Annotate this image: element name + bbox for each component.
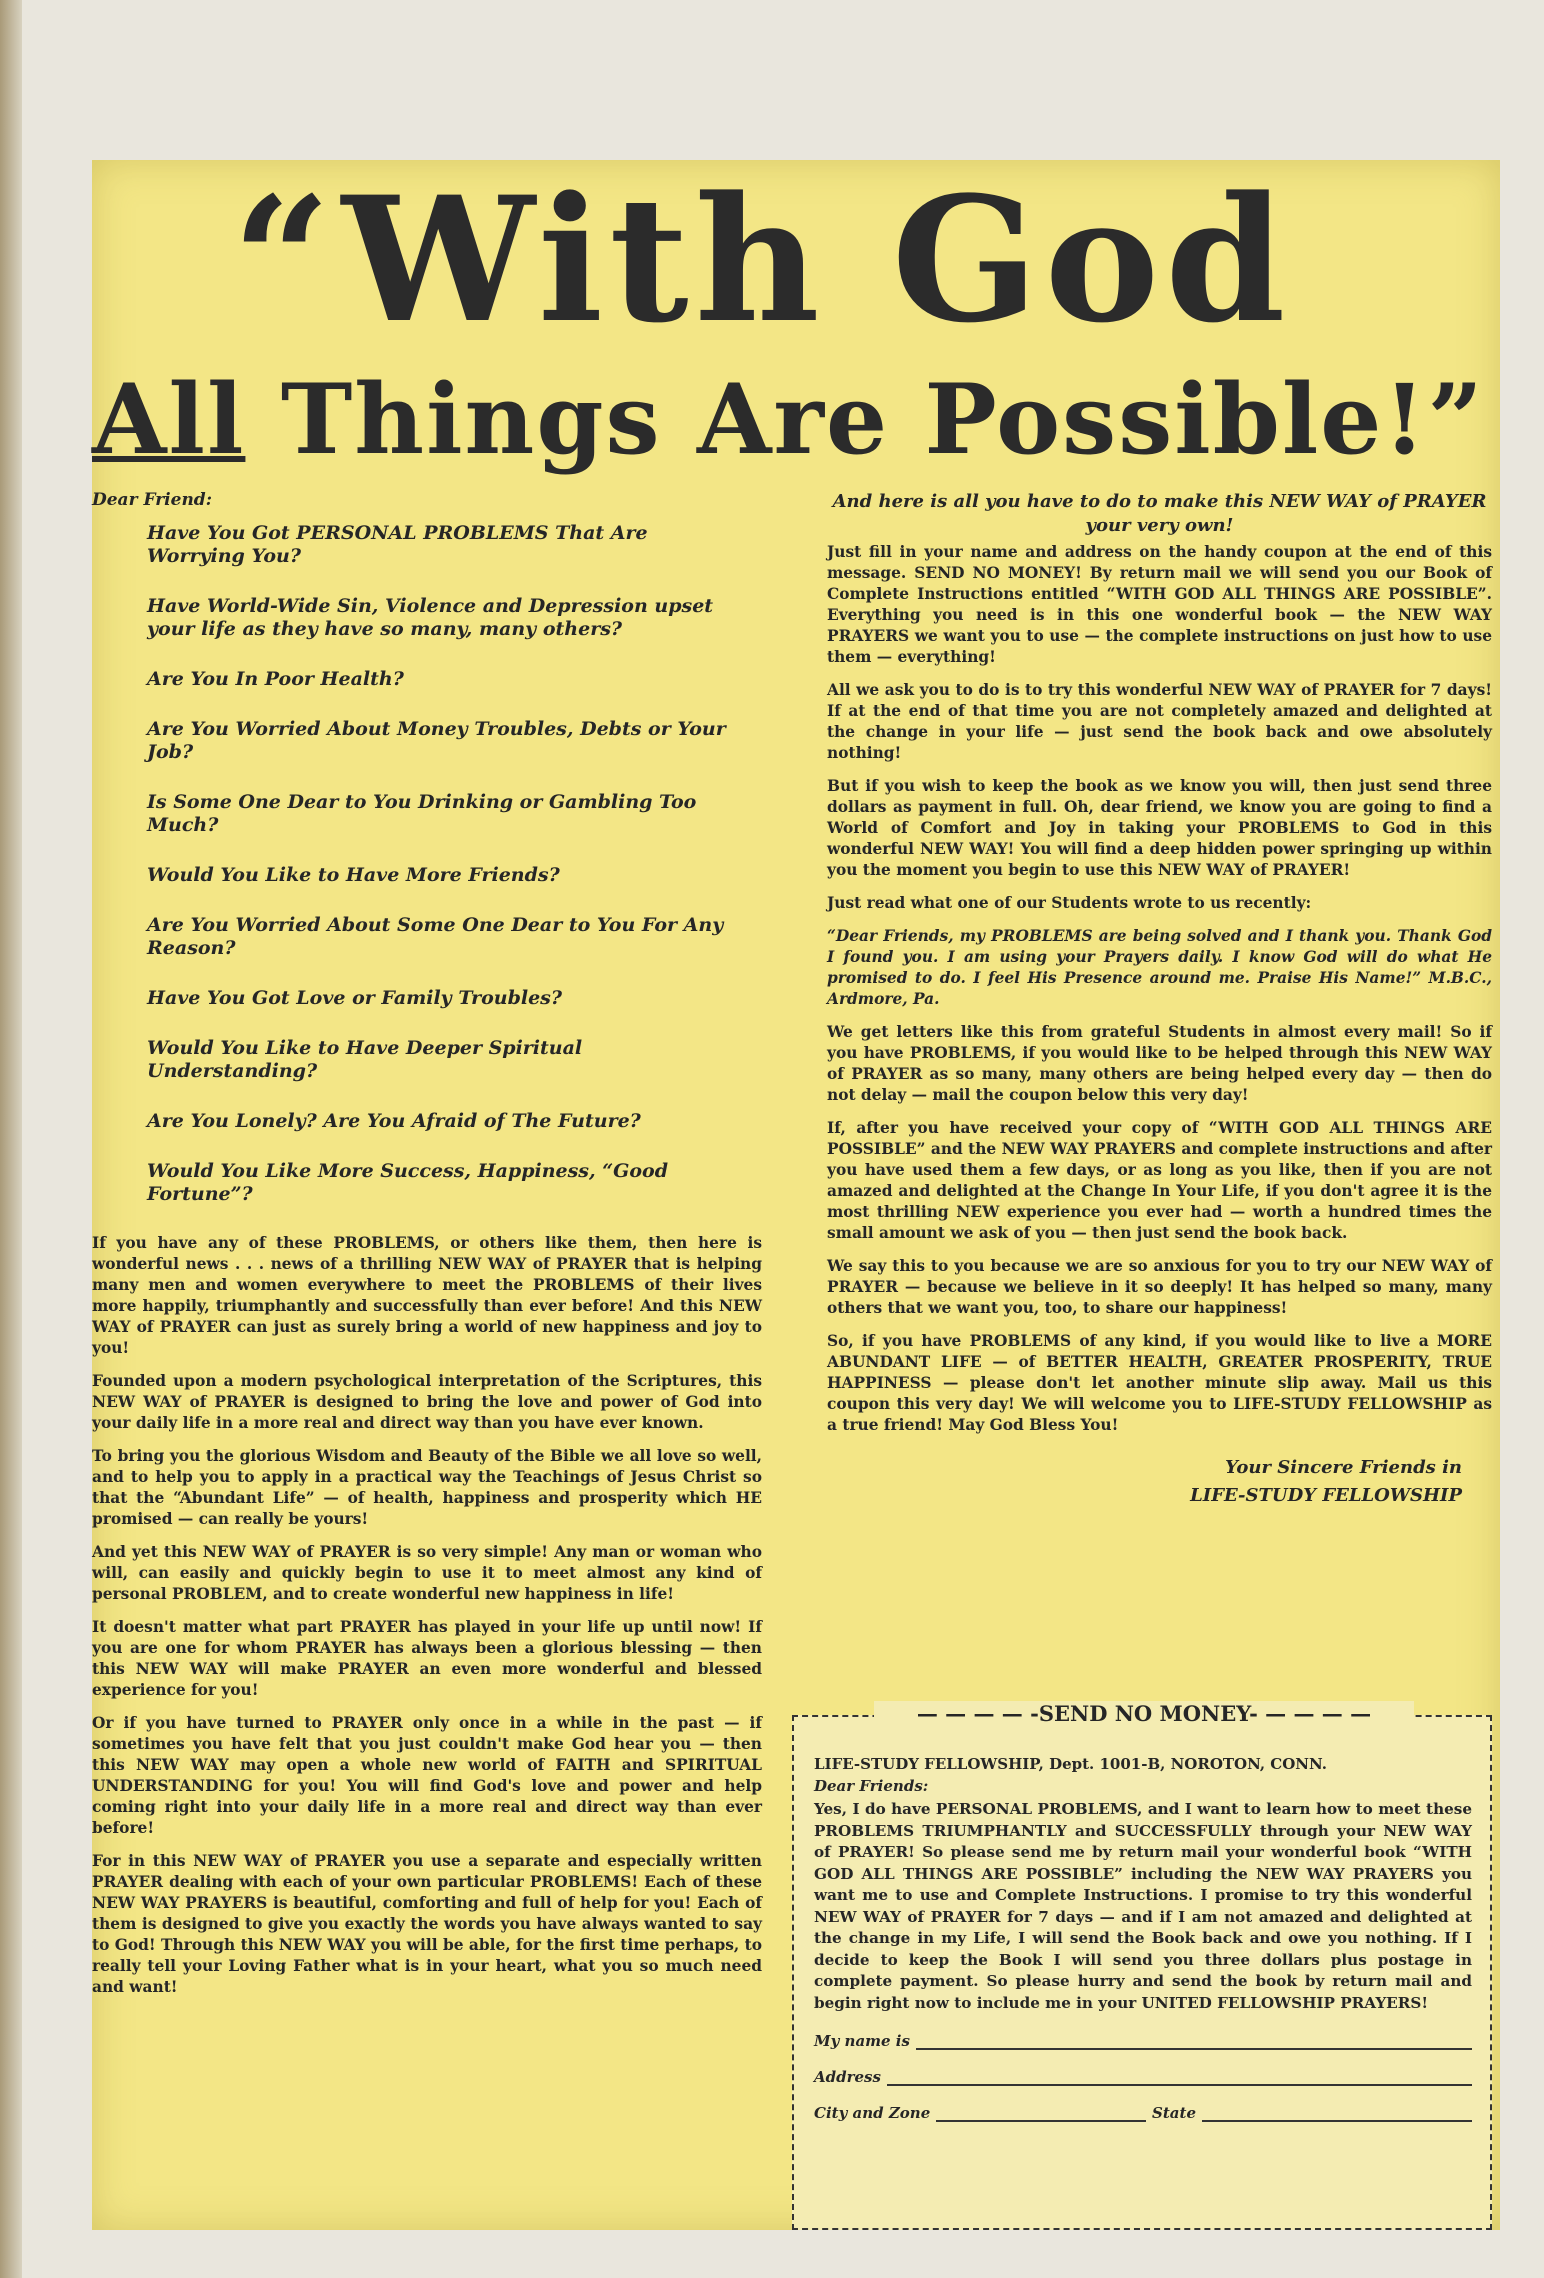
body-paragraph: We get letters like this from grateful Students in almost every mail! So if you have PROBLEMS, if you would like to be helped through this NEW WAY of PRAYER as so many, many others are being helped every day — then do not delay — mail the coupon below this very day!: [827, 1023, 1492, 1104]
body-paragraph: Or if you have turned to PRAYER only once in a while in the past — if sometimes you have felt that you just couldn't make God hear you — then this NEW WAY may open a whole new world of FAITH and SPIRITUAL UNDERSTANDING for you! You will find God's love and power and help coming right into your daily life in a more real and direct way than ever before!: [92, 1714, 762, 1837]
city-state-field[interactable]: [814, 2104, 1472, 2122]
body-paragraph: But if you wish to keep the book as we know you will, then just send three dollars as payment in full. Oh, dear friend, we know you are going to find a World of Comfort and Joy in taking your PROBLEMS to God in this wonderful NEW WAY! You will find a deep hidden power springing up within you the moment you begin to use this NEW WAY of PRAYER!: [827, 777, 1492, 879]
body-paragraph: We say this to you because we are so anxious for you to try our NEW WAY of PRAYER — because we believe in it so deeply! It has helped so many, many others that we want you, too, to share our happiness!: [827, 1257, 1492, 1317]
question: Would You Like to Have Deeper Spiritual Understanding?: [147, 1037, 583, 1082]
headline-line-1: “With God: [232, 158, 1292, 361]
body-paragraph: It doesn't matter what part PRAYER has played in your life up until now! If you are one for whom PRAYER has always been a glorious blessing — then this NEW WAY will make PRAYER an even more wonderful and blessed experience for you!: [92, 1618, 762, 1699]
question: Have World-Wide Sin, Violence and Depression upset your life as they have so many, many others?: [147, 595, 714, 640]
page-binding-edge: [0, 0, 22, 2278]
city-field-line[interactable]: [936, 2106, 1146, 2122]
name-field-label: My name is: [814, 2032, 910, 2050]
state-field-label: State: [1152, 2104, 1196, 2122]
question: Have You Got PERSONAL PROBLEMS That Are Worrying You?: [147, 522, 648, 567]
body-paragraph: Just read what one of our Students wrote to us recently:: [827, 894, 1312, 912]
address-field-line[interactable]: [887, 2070, 1472, 2086]
headline-line-2: [92, 365, 1492, 475]
body-paragraph: All we ask you to do is to try this wonderful NEW WAY of PRAYER for 7 days! If at the end of that time you are not completely amazed and delighted at the change in your life — just send the book back and owe absolutely nothing!: [827, 681, 1492, 762]
question: Have You Got Love or Family Troubles?: [147, 987, 563, 1009]
signoff-line-1: Your Sincere Friends in: [1225, 1457, 1462, 1478]
right-heading: And here is all you have to do to make this NEW WAY of PRAYER your very own!: [832, 491, 1487, 536]
question: Are You Lonely? Are You Afraid of The Future?: [147, 1110, 641, 1132]
name-field[interactable]: [814, 2032, 1472, 2050]
right-column: [827, 490, 1492, 1510]
body-paragraph: For in this NEW WAY of PRAYER you use a separate and especially written PRAYER dealing with each of your own particular PROBLEMS! Each of these NEW WAY PRAYERS is beautiful, comforting and full of help for you! Each of them is designed to give you exactly the words you have always wanted to say to God! Through this NEW WAY you will be able, for the first time perhaps, to really tell your Loving Father what is in your heart, what you so much need and want!: [92, 1852, 762, 1996]
name-field-line[interactable]: [916, 2034, 1472, 2050]
body-paragraph: And yet this NEW WAY of PRAYER is so very simple! Any man or woman who will, can easily and quickly begin to use it to meet almost any kind of personal PROBLEM, and to create wonderful new happiness in life!: [92, 1543, 762, 1603]
body-paragraph: If, after you have received your copy of “WITH GOD ALL THINGS ARE POSSIBLE” and the NEW WAY PRAYERS and complete instructions and after you have used them a few days, or as long as you like, then if you are not amazed and delighted at the Change In Your Life, if you don't agree it is the most thrilling NEW experience you ever had — worth a hundred times the small amount we ask of you — then just send the book back.: [827, 1119, 1493, 1242]
headline-underlined-word: All: [92, 363, 246, 476]
signoff-line-2: LIFE-STUDY FELLOWSHIP: [1190, 1485, 1462, 1506]
headline-line-2-rest: Things Are Possible!”: [245, 363, 1485, 476]
body-paragraph: Just fill in your name and address on the handy coupon at the end of this message. SEND NO MONEY! By return mail we will send you our Book of Complete Instructions entitled “WITH GOD ALL THINGS ARE POSSIBLE”. Everything you need is in this one wonderful book — the NEW WAY PRAYERS we want you to use — the complete instructions on just how to use them — everything!: [827, 543, 1492, 666]
body-paragraph: So, if you have PROBLEMS of any kind, if you would like to live a MORE ABUNDANT LIFE — of BETTER HEALTH, GREATER PROSPERITY, TRUE HAPPINESS — please don't let another minute slip away. Mail us this coupon this very day! We will welcome you to LIFE-STUDY FELLOWSHIP as a true friend! May God Bless You!: [827, 1332, 1492, 1434]
order-coupon[interactable]: [792, 1701, 1492, 2230]
city-field-label: City and Zone: [814, 2104, 931, 2122]
salutation: Dear Friend:: [92, 490, 212, 510]
body-paragraph: Founded upon a modern psychological interpretation of the Scriptures, this NEW WAY of PRAYER is designed to bring the love and power of God into your daily life in a more real and direct way than you have ever known.: [92, 1372, 762, 1432]
advertisement: [92, 160, 1500, 2230]
state-field-line[interactable]: [1202, 2106, 1472, 2122]
question: Would You Like More Success, Happiness, “Good Fortune”?: [147, 1160, 669, 1205]
coupon-title: — — — — -SEND NO MONEY- — — — —: [874, 1701, 1414, 1726]
question: Are You Worried About Money Troubles, Debts or Your Job?: [147, 718, 726, 763]
address-field[interactable]: [814, 2068, 1472, 2086]
question: Are You In Poor Health?: [147, 668, 404, 690]
body-paragraph: If you have any of these PROBLEMS, or others like them, then here is wonderful news . . . news of a thrilling NEW WAY of PRAYER that is helping many men and women everywhere to meet the PROBLEMS of their lives more happily, triumphantly and successfully than ever before! And this NEW WAY of PRAYER can just as surely bring a world of new happiness and joy to you!: [92, 1234, 762, 1357]
coupon-address: LIFE-STUDY FELLOWSHIP, Dept. 1001-B, NOROTON, CONN.: [814, 1755, 1327, 1773]
body-paragraph: To bring you the glorious Wisdom and Beauty of the Bible we all love so well, and to help you to apply in a practical way the Teachings of Jesus Christ so that the “Abundant Life” — of health, happiness and prosperity which HE promised — can really be yours!: [92, 1447, 762, 1528]
question: Is Some One Dear to You Drinking or Gambling Too Much?: [147, 791, 697, 836]
testimonial-quote: “Dear Friends, my PROBLEMS are being solved and I thank you. Thank God I found you. I am using your Prayers daily. I know God will do what He promised to do. I feel His Presence around me. Praise His Name!” M.B.C., Ardmore, Pa.: [827, 927, 1492, 1008]
coupon-salutation: Dear Friends:: [814, 1777, 929, 1795]
left-column: [92, 490, 762, 2010]
question: Are You Worried About Some One Dear to You For Any Reason?: [147, 914, 724, 959]
coupon-body: Yes, I do have PERSONAL PROBLEMS, and I want to learn how to meet these PROBLEMS TRIUMPHANTLY and SUCCESSFULLY through your NEW WAY of PRAYER! So please send me by return mail your wonderful book “WITH GOD ALL THINGS ARE POSSIBLE” including the NEW WAY PRAYERS you want me to use and Complete Instructions. I promise to try this wonderful NEW WAY of PRAYER for 7 days — and if I am not amazed and delighted at the change in my Life, I will send the Book back and owe you nothing. If I decide to keep the Book I will send you three dollars plus postage in complete payment. So please hurry and send the book by return mail and begin right now to include me in your UNITED FELLOWSHIP PRAYERS!: [814, 1800, 1472, 2012]
address-field-label: Address: [814, 2068, 881, 2086]
signoff: [827, 1454, 1462, 1510]
question: Would You Like to Have More Friends?: [147, 864, 560, 886]
